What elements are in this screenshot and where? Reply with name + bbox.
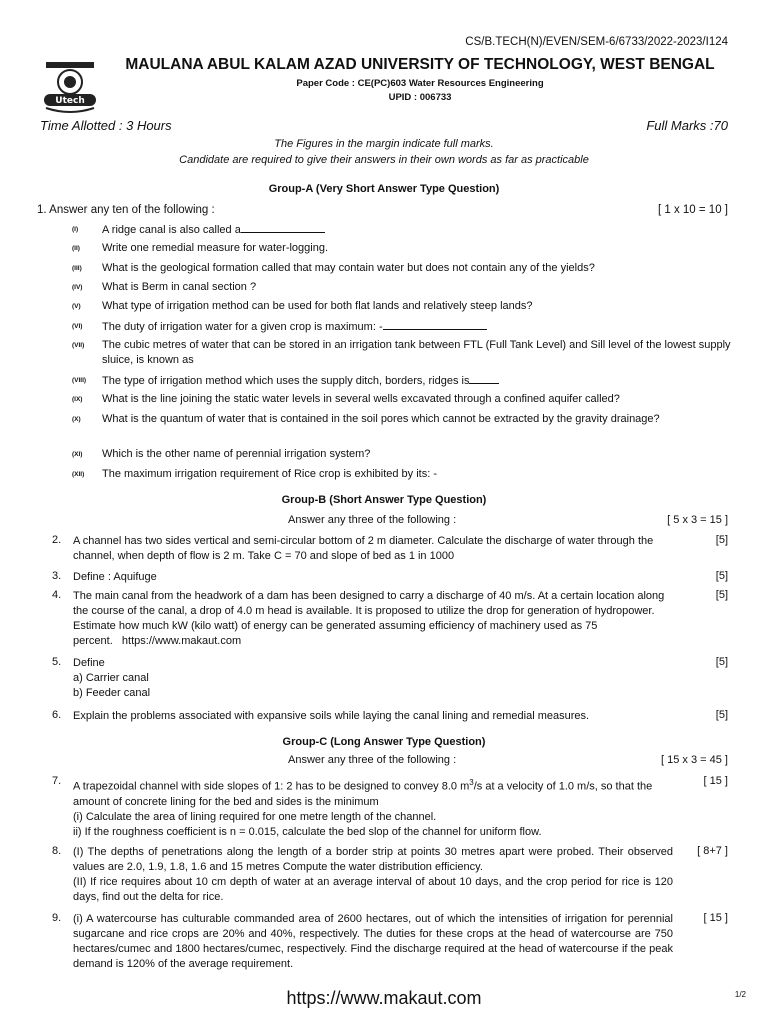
university-name: MAULANA ABUL KALAM AZAD UNIVERSITY OF TECHNOLOGY, WEST BENGAL: [125, 56, 715, 73]
question-number: 5.: [52, 656, 62, 668]
question-marks: [ 8+7 ]: [697, 845, 728, 857]
sub-question-number: (VIII): [72, 377, 87, 384]
question-marks: [5]: [715, 534, 728, 546]
sub-question-number: (XI): [72, 451, 83, 458]
question-1-marks: [ 1 x 10 = 10 ]: [657, 204, 728, 216]
sub-question-text: What is the line joining the static water levels in several wells excavated through a confined aquifer called?: [102, 393, 620, 405]
question-number: 8.: [52, 845, 62, 857]
group-c-marks: [ 15 x 3 = 45 ]: [661, 754, 728, 766]
university-logo: [40, 60, 100, 114]
instruction-marks: The Figures in the margin indicate full marks.: [274, 138, 494, 150]
sub-question-text: What type of irrigation method can be used for both flat lands and relatively steep lands?: [102, 300, 533, 312]
question-marks: [5]: [715, 709, 728, 721]
sub-question-number: (IV): [72, 284, 83, 291]
sub-question-text: The maximum irrigation requirement of Rice crop is exhibited by its: -: [102, 468, 438, 480]
question-text: Define a) Carrier canal b) Feeder canal: [73, 657, 151, 699]
group-a-title: Group-A (Very Short Answer Type Question): [268, 183, 500, 195]
group-b-marks: [ 5 x 3 = 15 ]: [667, 514, 728, 526]
question-number: 4.: [52, 589, 62, 601]
group-c-instruction: Answer any three of the following :: [288, 754, 457, 766]
sub-question-number: (V): [72, 303, 81, 310]
instruction-own-words: Candidate are required to give their answers in their own words as far as practicable: [179, 154, 589, 166]
group-b-instruction: Answer any three of the following :: [288, 514, 457, 526]
sub-question-number: (IX): [72, 396, 83, 403]
sub-question-number: (X): [72, 416, 81, 423]
sub-question-text: A ridge canal is also called a: [102, 222, 732, 238]
sub-question-text: Which is the other name of perennial irrigation system?: [102, 448, 371, 460]
sub-question-text: The type of irrigation method which uses the supply ditch, borders, ridges is: [102, 373, 732, 389]
question-marks: [5]: [715, 656, 728, 668]
sub-question-text: The duty of irrigation water for a given crop is maximum: -: [102, 319, 732, 335]
question-text: A trapezoidal channel with side slopes of 1: 2 has to be designed to convey 8.0 $m^3/s$ at a velocity of 1.0 m/s, so that the amount of concrete lining for the bed and sides is the minimum (i) Calculate the area of lining required for one metre length of the channel. ii) If the roughness coefficient is n = 0.015, calculate the bed slop of the channel for uniform flow.: [73, 778, 653, 838]
question-number: 1.: [37, 204, 47, 216]
question-marks: [ 15 ]: [703, 775, 728, 787]
group-c-title: Group-C (Long Answer Type Question): [282, 736, 486, 748]
question-1: [37, 204, 215, 216]
footer-url: https://www.makaut.com: [286, 988, 482, 1008]
sub-question-text: What is the geological formation called that may contain water but does not contain any of the yields?: [102, 262, 595, 274]
question-marks: [5]: [715, 570, 728, 582]
sub-question-number: (III): [72, 265, 82, 272]
full-marks: Full Marks :70: [646, 118, 728, 133]
question-text: (i) A watercourse has culturable commanded area of 2600 hectares, out of which the intensities of irrigation for perennial sugarcane and rice crops are 20% and 40%, respectively. The duties for these crops at the head of watercourse are 750 hectares/cumec and 1800 hectares/cumec, respectively. Find the discharge required at the head of watercourse if the peak demand is 120% of the average requirement.: [73, 913, 673, 970]
sub-question-number: (VII): [72, 342, 85, 349]
question-marks: [ 15 ]: [703, 912, 728, 924]
question-number: 7.: [52, 775, 62, 787]
question-number: 6.: [52, 709, 62, 721]
question-text: A channel has two sides vertical and semi-circular bottom of 2 m diameter. Calculate the discharge of water through the channel, when depth of flow is 2 m. Take C = 70 and slope of bed as 1 in 1000: [73, 535, 654, 562]
inline-url: https://www.makaut.com: [121, 635, 242, 647]
upid: UPID : 006733: [388, 92, 452, 103]
question-number: 2.: [52, 534, 62, 546]
question-text: Define : Aquifuge: [73, 571, 157, 583]
paper-code: Paper Code : CE(PC)603 Water Resources Engineering: [296, 78, 544, 89]
sub-question-number: (XII): [72, 471, 85, 478]
logo-text: Utech: [55, 96, 85, 106]
sub-question-text: What is Berm in canal section ?: [102, 281, 257, 293]
sub-question-text: The cubic metres of water that can be stored in an irrigation tank between FTL (Full Tank Level) and Sill level of the lowest supply sluice, is known as: [102, 339, 731, 366]
sub-question-number: (II): [72, 245, 80, 252]
question-text: (I) The depths of penetrations along the length of a border strip at points 30 metres apart were probed. Their observed values are 2.0, 1.9, 1.8, 1.6 and 15 metres Compute the water distribution efficiency. (II) If rice requires about 10 cm depth of water at an average interval of about 10 days, and the crop period for rice is 120 days, find out the delta for rice.: [73, 846, 673, 903]
sub-question-text: Write one remedial measure for water-logging.: [102, 242, 329, 254]
question-text: The main canal from the headwork of a dam has been designed to carry a discharge of 40 m/s. At a certain location along the course of the canal, a drop of 4.0 m head is available. It is proposed to utilize the drop for generation of hydropower. Estimate how much kW (kilo watt) of energy can be generated assuming efficiency of machinery used as 75 percent. https://www.makaut.com: [73, 590, 665, 647]
question-number: 9.: [52, 912, 62, 924]
question-marks: [5]: [715, 589, 728, 601]
sub-question-number: (I): [72, 226, 79, 233]
question-paper-code: CS/B.TECH(N)/EVEN/SEM-6/6733/2022-2023/I124: [465, 36, 728, 48]
time-allotted: Time Allotted : 3 Hours: [40, 118, 172, 133]
sub-question-text: What is the quantum of water that is contained in the soil pores which cannot be extracted by the gravity drainage?: [102, 413, 660, 425]
question-text: Explain the problems associated with expansive soils while laying the canal lining and remedial measures.: [73, 710, 590, 722]
page-number: 1/2: [734, 990, 746, 999]
sub-question-number: (VI): [72, 323, 83, 330]
question-number: 3.: [52, 570, 62, 582]
group-b-title: Group-B (Short Answer Type Question): [281, 494, 487, 506]
question-text: Answer any ten of the following :: [49, 204, 215, 216]
